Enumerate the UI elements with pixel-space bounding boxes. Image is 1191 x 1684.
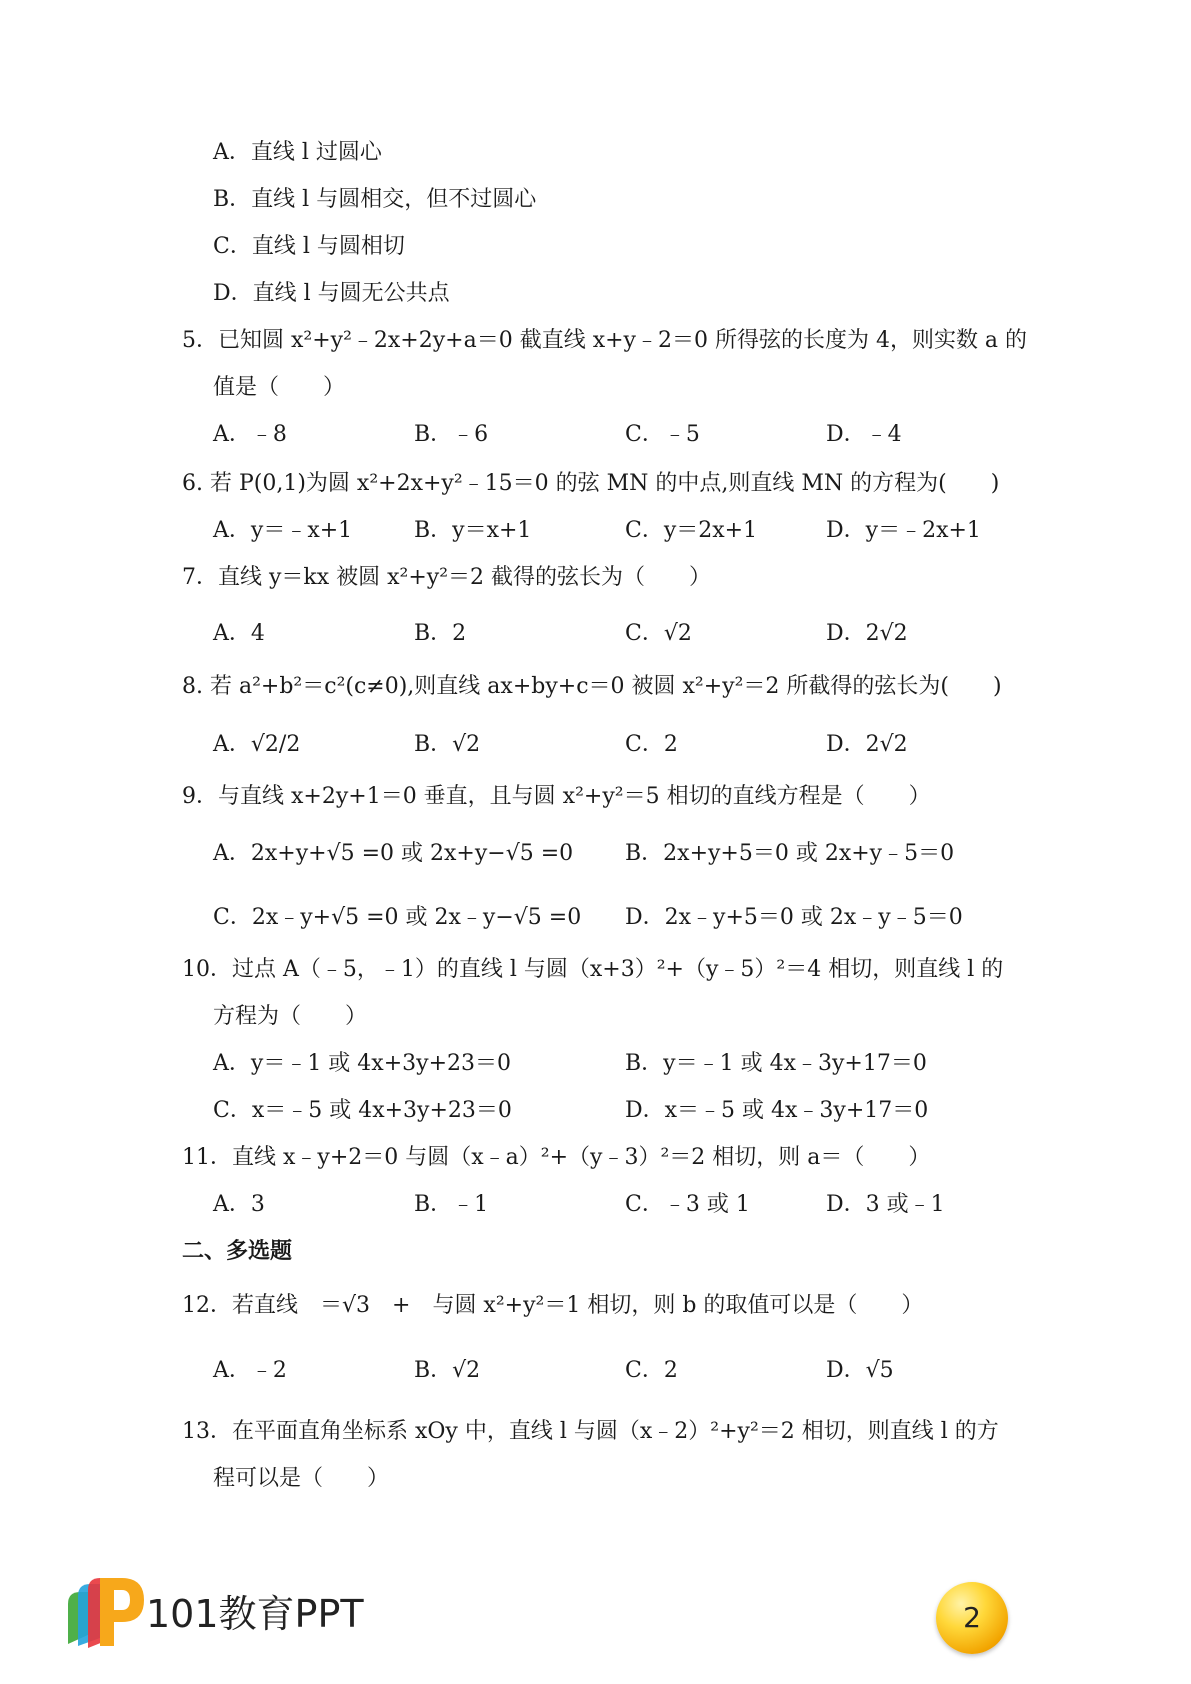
- answer-option: D．﹣4: [826, 422, 902, 447]
- question-line: 12．若直线 ＝√3 + 与圆 x²+y²＝1 相切，则 b 的取值可以是（ ）: [182, 1293, 924, 1318]
- answer-option: A．﹣2: [213, 1358, 287, 1383]
- page-number: 2: [963, 1601, 981, 1634]
- answer-option: C．2: [625, 1358, 678, 1383]
- question-line: 13．在平面直角坐标系 xOy 中，直线 l 与圆（x﹣2）²+y²＝2 相切，则直线 l 的方: [182, 1419, 999, 1444]
- answer-option: C．x＝﹣5 或 4x+3y+23＝0: [213, 1098, 512, 1123]
- question-line: 5．已知圆 x²+y²﹣2x+2y+a＝0 截直线 x+y﹣2＝0 所得弦的长度为 4，则实数 a 的: [182, 328, 1028, 353]
- answer-option: C．2: [625, 732, 678, 757]
- question-line: D．直线 l 与圆无公共点: [213, 281, 450, 306]
- question-line: 11．直线 x﹣y+2＝0 与圆（x﹣a）²+（y﹣3）²＝2 相切，则 a＝（ ）: [182, 1145, 931, 1170]
- answer-option: D．3 或﹣1: [826, 1192, 945, 1217]
- answer-option: B．2x+y+5＝0 或 2x+y﹣5＝0: [625, 841, 955, 866]
- question-line: 值是（ ）: [213, 375, 346, 400]
- question-line: 7．直线 y＝kx 被圆 x²+y²＝2 截得的弦长为（ ）: [182, 565, 712, 590]
- answer-option: D．√5: [826, 1358, 894, 1383]
- answer-option: C．﹣5: [625, 422, 700, 447]
- answer-option: B．√2: [414, 732, 481, 757]
- answer-option: A．y＝﹣1 或 4x+3y+23＝0: [213, 1051, 511, 1076]
- answer-option: B．√2: [414, 1358, 481, 1383]
- answer-option: B．2: [414, 621, 467, 646]
- answer-option: B．y＝x+1: [414, 518, 532, 543]
- question-line: 6. 若 P(0,1)为圆 x²+2x+y²﹣15＝0 的弦 MN 的中点,则直线 MN 的方程为( ): [182, 471, 1000, 496]
- answer-option: B．﹣6: [414, 422, 489, 447]
- question-line: 10．过点 A（﹣5，﹣1）的直线 l 与圆（x+3）²+（y﹣5）²＝4 相切，则直线 l 的: [182, 957, 1004, 982]
- answer-option: A．2x+y+√5 =0 或 2x+y−√5 =0: [213, 841, 574, 866]
- answer-option: C．﹣3 或 1: [625, 1192, 750, 1217]
- answer-option: D．2√2: [826, 621, 908, 646]
- answer-option: D．y＝﹣2x+1: [826, 518, 981, 543]
- answer-option: D．2x﹣y+5＝0 或 2x﹣y﹣5＝0: [625, 905, 963, 930]
- answer-option: D．x＝﹣5 或 4x﹣3y+17＝0: [625, 1098, 929, 1123]
- answer-option: A．4: [213, 621, 265, 646]
- question-line: 方程为（ ）: [213, 1004, 368, 1029]
- answer-option: C．√2: [625, 621, 692, 646]
- question-line: A．直线 l 过圆心: [213, 140, 382, 165]
- answer-option: B．y＝﹣1 或 4x﹣3y+17＝0: [625, 1051, 927, 1076]
- answer-option: A．√2/2: [213, 732, 301, 757]
- question-line: B．直线 l 与圆相交，但不过圆心: [213, 187, 537, 212]
- question-line: 程可以是（ ）: [213, 1466, 390, 1491]
- answer-option: A．3: [213, 1192, 265, 1217]
- answer-option: C．y＝2x+1: [625, 518, 758, 543]
- answer-option: B．﹣1: [414, 1192, 489, 1217]
- answer-option: D．2√2: [826, 732, 908, 757]
- section-heading: 二、多选题: [182, 1239, 293, 1264]
- answer-option: A．﹣8: [213, 422, 287, 447]
- question-line: 9．与直线 x+2y+1＝0 垂直，且与圆 x²+y²＝5 相切的直线方程是（ ）: [182, 784, 931, 809]
- question-line: 8. 若 a²+b²＝c²(c≠0),则直线 ax+by+c＝0 被圆 x²+y²＝2 所截得的弦长为( ): [182, 674, 1002, 699]
- answer-option: C．2x﹣y+√5 =0 或 2x﹣y−√5 =0: [213, 905, 582, 930]
- brand-logo-text: 101教育PPT: [146, 1592, 364, 1636]
- question-line: C．直线 l 与圆相切: [213, 234, 405, 259]
- answer-option: A．y＝﹣x+1: [213, 518, 353, 543]
